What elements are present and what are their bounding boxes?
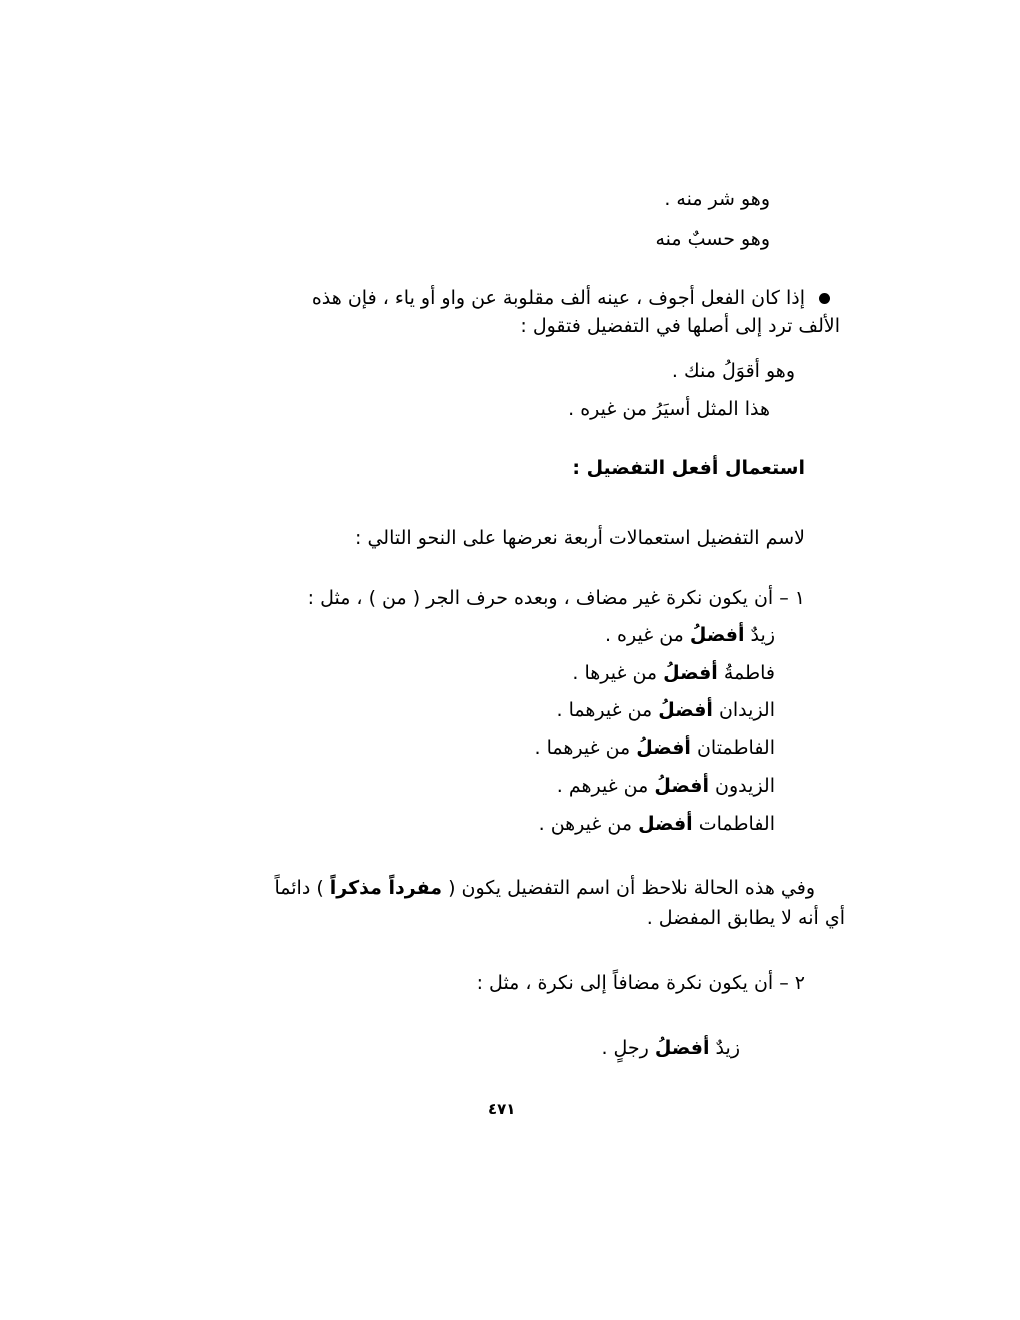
section-heading: استعمال أفعل التفضيل : (572, 457, 805, 479)
text-line: وهو حسبٌ منه (655, 228, 770, 250)
example-line: الزيدون أفضلُ من غيرهم . (556, 775, 775, 797)
case1-title: ١ – أن يكون نكرة غير مضاف ، وبعده حرف الجر ( من ) ، مثل : (307, 587, 805, 609)
example-line: هذا المثل أسيَرُ من غيره . (568, 398, 770, 420)
example-line: الفاطمتان أفضلُ من غيرهما . (534, 737, 775, 759)
case2-title: ٢ – أن يكون نكرة مضافاً إلى نكرة ، مثل : (476, 972, 805, 994)
example-line: فاطمةُ أفضلُ من غيرها . (572, 662, 775, 684)
example-line: الزيدان أفضلُ من غيرهما . (556, 699, 775, 721)
bullet-icon (819, 293, 830, 304)
example-line: زيدٌ أفضلُ رجلٍ . (601, 1037, 740, 1059)
example-line: زيدٌ أفضلُ من غيره . (604, 624, 775, 646)
example-line: الفاطمات أفضل من غيرهن . (538, 813, 775, 835)
example-line: وهو أقوَلُ منك . (671, 360, 795, 382)
rule-ajwaf-line2: الألف ترد إلى أصلها في التفضيل فتقول : (520, 315, 840, 337)
note-line2: أي أنه لا يطابق المفضل . (646, 907, 845, 929)
rule-ajwaf-line1: إذا كان الفعل أجوف ، عينه ألف مقلوبة عن واو أو ياء ، فإن هذه (312, 285, 830, 311)
intro-paragraph: لاسم التفضيل استعمالات أربعة نعرضها على النحو التالي : (355, 527, 805, 549)
text-line: وهو شر منه . (664, 188, 770, 210)
note-line1: وفي هذه الحالة نلاحظ أن اسم التفضيل يكون ( مفرداً مذكراً ) دائماً (274, 877, 815, 899)
page-number: ٤٧١ (488, 1100, 516, 1118)
